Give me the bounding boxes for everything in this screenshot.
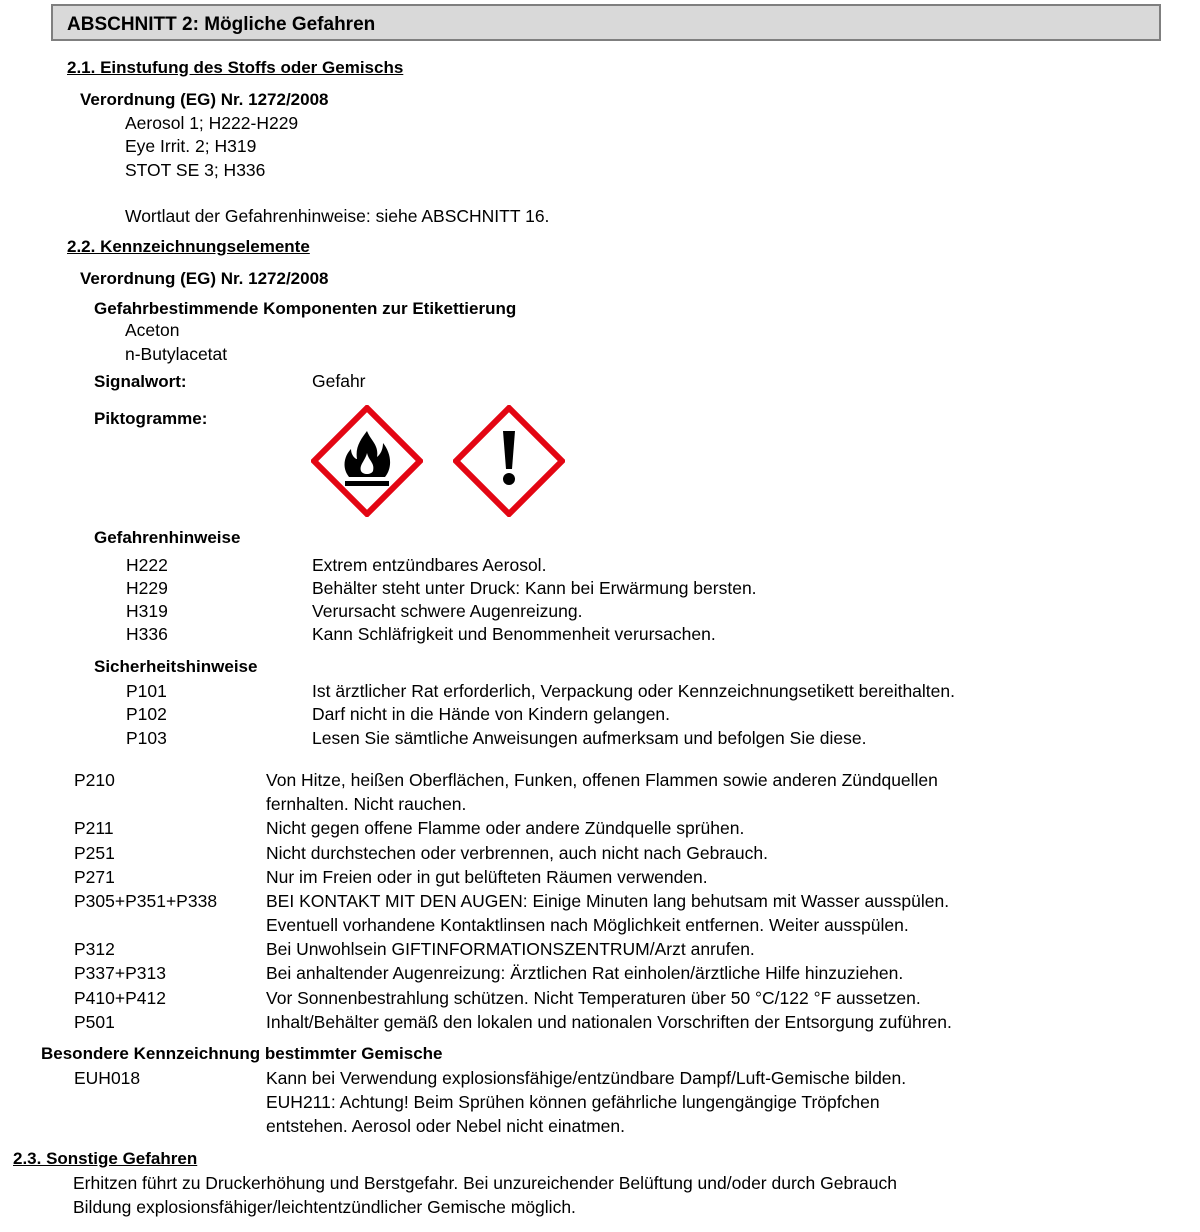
- pictograms-label: Piktogramme:: [94, 409, 208, 428]
- other-hazards-text: Bildung explosionsfähiger/leichtentzündlicher Gemische möglich.: [73, 1197, 576, 1217]
- precaution-code: P103: [126, 728, 167, 748]
- wording-note: Wortlaut der Gefahrenhinweise: siehe ABSCHNITT 16.: [125, 206, 550, 226]
- precaution-code: P337+P313: [74, 963, 166, 983]
- precaution-text: Inhalt/Behälter gemäß den lokalen und nationalen Vorschriften der Entsorgung zuführen.: [266, 1012, 952, 1032]
- precaution-code: P211: [74, 818, 114, 838]
- precaution-text: Ist ärztlicher Rat erforderlich, Verpackung oder Kennzeichnungsetikett bereithalten.: [312, 681, 955, 701]
- euh-text: entstehen. Aerosol oder Nebel nicht einatmen.: [266, 1116, 625, 1136]
- flame-icon: [311, 405, 423, 517]
- precaution-text: Von Hitze, heißen Oberflächen, Funken, offenen Flammen sowie anderen Zündquellen: [266, 770, 938, 790]
- classification-line: STOT SE 3; H336: [125, 160, 266, 180]
- hazard-statements-heading: Gefahrenhinweise: [94, 528, 241, 547]
- precaution-text: Lesen Sie sämtliche Anweisungen aufmerksam und befolgen Sie diese.: [312, 728, 867, 748]
- precaution-code: P251: [74, 843, 115, 863]
- hazard-text: Extrem entzündbares Aerosol.: [312, 555, 547, 575]
- special-labelling-heading: Besondere Kennzeichnung bestimmter Gemische: [41, 1044, 443, 1063]
- precaution-text: Nicht durchstechen oder verbrennen, auch nicht nach Gebrauch.: [266, 843, 768, 863]
- regulation-label-2-1: Verordnung (EG) Nr. 1272/2008: [80, 90, 329, 109]
- precaution-text: Bei anhaltender Augenreizung: Ärztlichen Rat einholen/ärztliche Hilfe hinzuziehen.: [266, 963, 904, 983]
- euh-text: EUH211: Achtung! Beim Sprühen können gefährliche lungengängige Tröpfchen: [266, 1092, 880, 1112]
- other-hazards-text: Erhitzen führt zu Druckerhöhung und Berstgefahr. Bei unzureichender Belüftung und/oder durch Gebrauch: [73, 1173, 897, 1193]
- hazard-code: H229: [126, 578, 168, 598]
- section-title: ABSCHNITT 2: Mögliche Gefahren: [67, 14, 376, 35]
- precaution-text: Bei Unwohlsein GIFTINFORMATIONSZENTRUM/Arzt anrufen.: [266, 939, 755, 959]
- precaution-code: P410+P412: [74, 988, 166, 1008]
- precaution-code: P501: [74, 1012, 115, 1032]
- precaution-code: P210: [74, 770, 115, 790]
- hazard-text: Kann Schläfrigkeit und Benommenheit verursachen.: [312, 624, 716, 644]
- components-heading: Gefahrbestimmende Komponenten zur Etikettierung: [94, 299, 517, 318]
- hazard-text: Behälter steht unter Druck: Kann bei Erwärmung bersten.: [312, 578, 757, 598]
- precaution-text: Eventuell vorhandene Kontaktlinsen nach Möglichkeit entfernen. Weiter ausspülen.: [266, 915, 909, 935]
- signal-word-label: Signalwort:: [94, 372, 187, 391]
- precaution-text: BEI KONTAKT MIT DEN AUGEN: Einige Minuten lang behutsam mit Wasser ausspülen.: [266, 891, 950, 911]
- classification-line: Aerosol 1; H222-H229: [125, 113, 299, 133]
- precaution-text: fernhalten. Nicht rauchen.: [266, 794, 467, 814]
- euh-text: Kann bei Verwendung explosionsfähige/entzündbare Dampf/Luft-Gemische bilden.: [266, 1068, 907, 1088]
- precaution-text: Darf nicht in die Hände von Kindern gelangen.: [312, 704, 671, 724]
- precaution-text: Nicht gegen offene Flamme oder andere Zündquelle sprühen.: [266, 818, 745, 838]
- euh-code: EUH018: [74, 1068, 141, 1088]
- precaution-code: P312: [74, 939, 115, 959]
- hazard-code: H336: [126, 624, 168, 644]
- hazard-text: Verursacht schwere Augenreizung.: [312, 601, 583, 621]
- subsection-2-1-title: 2.1. Einstufung des Stoffs oder Gemischs: [67, 58, 404, 77]
- subsection-2-3-title: 2.3. Sonstige Gefahren: [13, 1149, 198, 1168]
- exclamation-mark-icon: [453, 405, 565, 517]
- regulation-label-2-2: Verordnung (EG) Nr. 1272/2008: [80, 269, 329, 288]
- hazard-code: H319: [126, 601, 168, 621]
- precaution-text: Nur im Freien oder in gut belüfteten Räumen verwenden.: [266, 867, 708, 887]
- hazard-code: H222: [126, 555, 168, 575]
- precaution-code: P305+P351+P338: [74, 891, 218, 911]
- subsection-2-2-title: 2.2. Kennzeichnungselemente: [67, 237, 310, 256]
- precaution-code: P101: [126, 681, 167, 701]
- component-item: n-Butylacetat: [125, 344, 228, 364]
- component-item: Aceton: [125, 320, 180, 340]
- precautionary-statements-heading: Sicherheitshinweise: [94, 657, 258, 676]
- classification-line: Eye Irrit. 2; H319: [125, 136, 257, 156]
- signal-word-value: Gefahr: [312, 371, 366, 391]
- precaution-code: P102: [126, 704, 167, 724]
- precaution-code: P271: [74, 867, 115, 887]
- section-header: [51, 4, 1161, 41]
- precaution-text: Vor Sonnenbestrahlung schützen. Nicht Temperaturen über 50 °C/122 °F aussetzen.: [266, 988, 921, 1008]
